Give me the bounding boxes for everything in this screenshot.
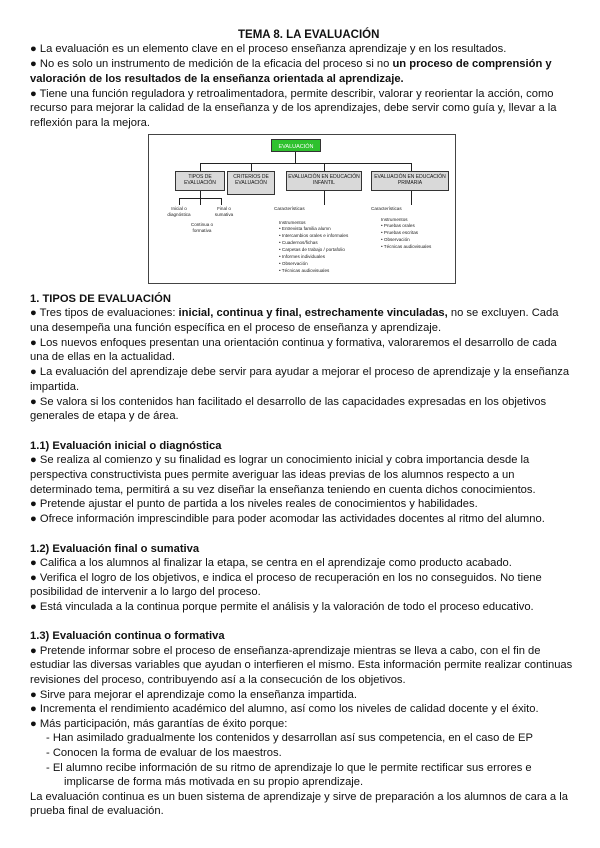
- s13-line: ● Pretende informar sobre el proceso de enseñanza-aprendizaje mientras se lleva a cabo, con el fin de: [30, 645, 541, 657]
- s1-paragraph-2-cont: una de ellas en la actualidad.: [30, 351, 175, 363]
- s12-line: ● Está vinculada a la continua porque permite el análisis y la valoración de todo el proceso educativo.: [30, 601, 534, 613]
- s1-paragraph-3: ● La evaluación del aprendizaje debe servir para ayudar a mejorar el proceso de aprendizaje y la enseñanza: [30, 366, 570, 378]
- s13-line: ● Incrementa el rendimiento académico del alumno, así como los niveles de calidad docente y el éxito.: [30, 703, 539, 715]
- diagram-car2-label: Características: [371, 206, 402, 211]
- s11-line: ● Se realiza al comienzo y su finalidad es lograr un conocimiento inicial y cobra importancia desde la: [30, 454, 530, 466]
- intro-bullet-2-text: ● No es solo un instrumento de medición de la eficacia del proceso si no: [30, 58, 393, 70]
- intro-bullet-2-bold: un proceso de comprensión y: [392, 58, 552, 70]
- s1-paragraph-1-cont: una desempeña una función específica en el proceso de enseñanza y aprendizaje.: [30, 322, 442, 334]
- section-heading: 1. TIPOS DE EVALUACIÓN: [30, 293, 171, 305]
- diagram-instr2-item: • Pruebas orales: [381, 223, 415, 228]
- s11-line: perspectiva constructivista pues permite averiguar las ideas previas de los alumnos respecto a un: [30, 469, 515, 481]
- connector-line: [411, 191, 412, 205]
- intro-bullet-1: ● La evaluación es un elemento clave en el proceso enseñanza aprendizaje y en los resultados.: [30, 43, 507, 55]
- diagram-final-label: Final o sumativa: [214, 206, 234, 217]
- connector-line: [179, 198, 221, 199]
- diagram-root-box: EVALUACIÓN: [271, 139, 321, 152]
- s1-p1-text: ● Tres tipos de evaluaciones:: [30, 307, 179, 319]
- s13-line: revisiones del proceso, contribuyendo así a la consecución de los objetivos.: [30, 674, 406, 686]
- connector-line: [200, 163, 201, 171]
- diagram-instr1-item: • Intercambios orales e informales: [279, 233, 349, 238]
- evaluation-concept-map: [148, 134, 456, 284]
- subsection-heading: 1.2) Evaluación final o sumativa: [30, 543, 200, 555]
- intro-bullet-2: [30, 57, 552, 71]
- connector-line: [200, 163, 411, 164]
- diagram-instr1-item: • Observación: [279, 261, 308, 266]
- diagram-continua-label: Continua o formativa: [190, 222, 214, 233]
- diagram-car1-label: Características: [274, 206, 305, 211]
- s1-paragraph-4-cont: generales de etapa y de área.: [30, 410, 179, 422]
- diagram-instr1-item: • Técnicas audiovisuales: [279, 268, 330, 273]
- s12-line: ● Verifica el logro de los objetivos, e indica el proceso de recuperación en los no conseguidos. No tiene: [30, 572, 542, 584]
- page-title: TEMA 8. LA EVALUACIÓN: [238, 29, 380, 41]
- s1-p1-bold: inicial, continua y final, estrechamente vinculadas,: [178, 307, 448, 319]
- s12-line: posibilidad de intervenir a lo largo del proceso.: [30, 586, 261, 598]
- diagram-inicial-label: Inicial o diagnóstica: [167, 206, 191, 217]
- connector-line: [179, 198, 180, 205]
- diagram-instr1-item: • Carpetas de trabajo / portafolio: [279, 247, 345, 252]
- intro-bullet-3-line3: reflexión para la mejora.: [30, 117, 151, 129]
- s13-line: estudiar las diversas variables que ayudan o interfieren el mismo. Esta información permite realizar continuas: [30, 659, 573, 671]
- diagram-instr2-label: Instrumentos: [381, 217, 408, 222]
- s11-line: ● Pretende ajustar el punto de partida a los niveles reales de conocimientos y habilidades.: [30, 498, 478, 510]
- s1-paragraph-4: ● Se valora si los contenidos han facilitado el desarrollo de las capacidades expresadas en los objetivos: [30, 396, 547, 408]
- diagram-instr1-item: • Entrevista familia alumn: [279, 226, 331, 231]
- diagram-infantil-box: EVALUACIÓN EN EDUCACIÓN INFANTIL: [286, 171, 362, 191]
- diagram-instr2-item: • Técnicas audiovisuales: [381, 244, 432, 249]
- connector-line: [324, 163, 325, 171]
- diagram-instr1-label: Instrumentos: [279, 220, 306, 225]
- s13-dash-item: - Conocen la forma de evaluar de los maestros.: [46, 747, 282, 759]
- diagram-instr2-item: • Pruebas escritas: [381, 230, 419, 235]
- connector-line: [295, 152, 296, 163]
- s1-paragraph-2: ● Los nuevos enfoques presentan una orientación continua y formativa, valoraremos el desarrollo de cada: [30, 337, 557, 349]
- diagram-criterios-box: CRITERIOS DE EVALUACIÓN: [227, 171, 275, 195]
- connector-line: [324, 191, 325, 205]
- intro-bullet-3: ● Tiene una función reguladora y retroalimentadora, permite describir, valorar y reorientar la acción, como: [30, 88, 554, 100]
- s12-line: ● Califica a los alumnos al finalizar la etapa, se centra en el aprendizaje como producto acabado.: [30, 557, 512, 569]
- subsection-heading: 1.1) Evaluación inicial o diagnóstica: [30, 440, 222, 452]
- s13-line: ● Más participación, más garantías de éxito porque:: [30, 718, 288, 730]
- intro-bullet-2-cont: valoración de los resultados de la enseñanza orientada al aprendizaje.: [30, 73, 404, 85]
- diagram-primaria-box: EVALUACIÓN EN EDUCACIÓN PRIMARIA: [371, 171, 449, 191]
- s13-conclusion: La evaluación continua es un buen sistema de aprendizaje y sirve de preparación a los alumnos de cara a la: [30, 791, 568, 803]
- s13-line: ● Sirve para mejorar el aprendizaje como la enseñanza impartida.: [30, 689, 358, 701]
- connector-line: [221, 198, 222, 205]
- diagram-instr1-item: • Cuadernos/fichas: [279, 240, 318, 245]
- s13-dash-item-cont: implicarse de forma más motivada en su propio aprendizaje.: [64, 776, 364, 788]
- connector-line: [411, 163, 412, 171]
- intro-bullet-3-line2: recurso para mejorar la calidad de la enseñanza y de los aprendizajes, debe servir como guía y, llevar a la: [30, 102, 557, 114]
- s1-paragraph-3-cont: impartida.: [30, 381, 80, 393]
- connector-line: [251, 163, 252, 171]
- s13-dash-item: - El alumno recibe información de su ritmo de aprendizaje lo que le permite rectificar sus errores e: [46, 762, 532, 774]
- s11-line: determinado tema, permitirá a su vez diseñar la enseñanza teniendo en cuenta dichos conocimientos.: [30, 484, 536, 496]
- s1-p1-tail: no se excluyen. Cada: [447, 307, 559, 319]
- diagram-instr1-item: • Informes individuales: [279, 254, 326, 259]
- s13-dash-item: - Han asimilado gradualmente los contenidos y desarrollan así sus competencia, en el caso de EP: [46, 732, 533, 744]
- s13-conclusion-cont: prueba final de evaluación.: [30, 805, 164, 817]
- subsection-heading: 1.3) Evaluación continua o formativa: [30, 630, 225, 642]
- diagram-instr2-item: • Observación: [381, 237, 410, 242]
- s11-line: ● Ofrece información imprescindible para poder acomodar las actividades docentes al ritmo del alumno.: [30, 513, 545, 525]
- diagram-tipos-box: TIPOS DE EVALUACIÓN: [175, 171, 225, 191]
- s1-paragraph-1: [30, 306, 558, 320]
